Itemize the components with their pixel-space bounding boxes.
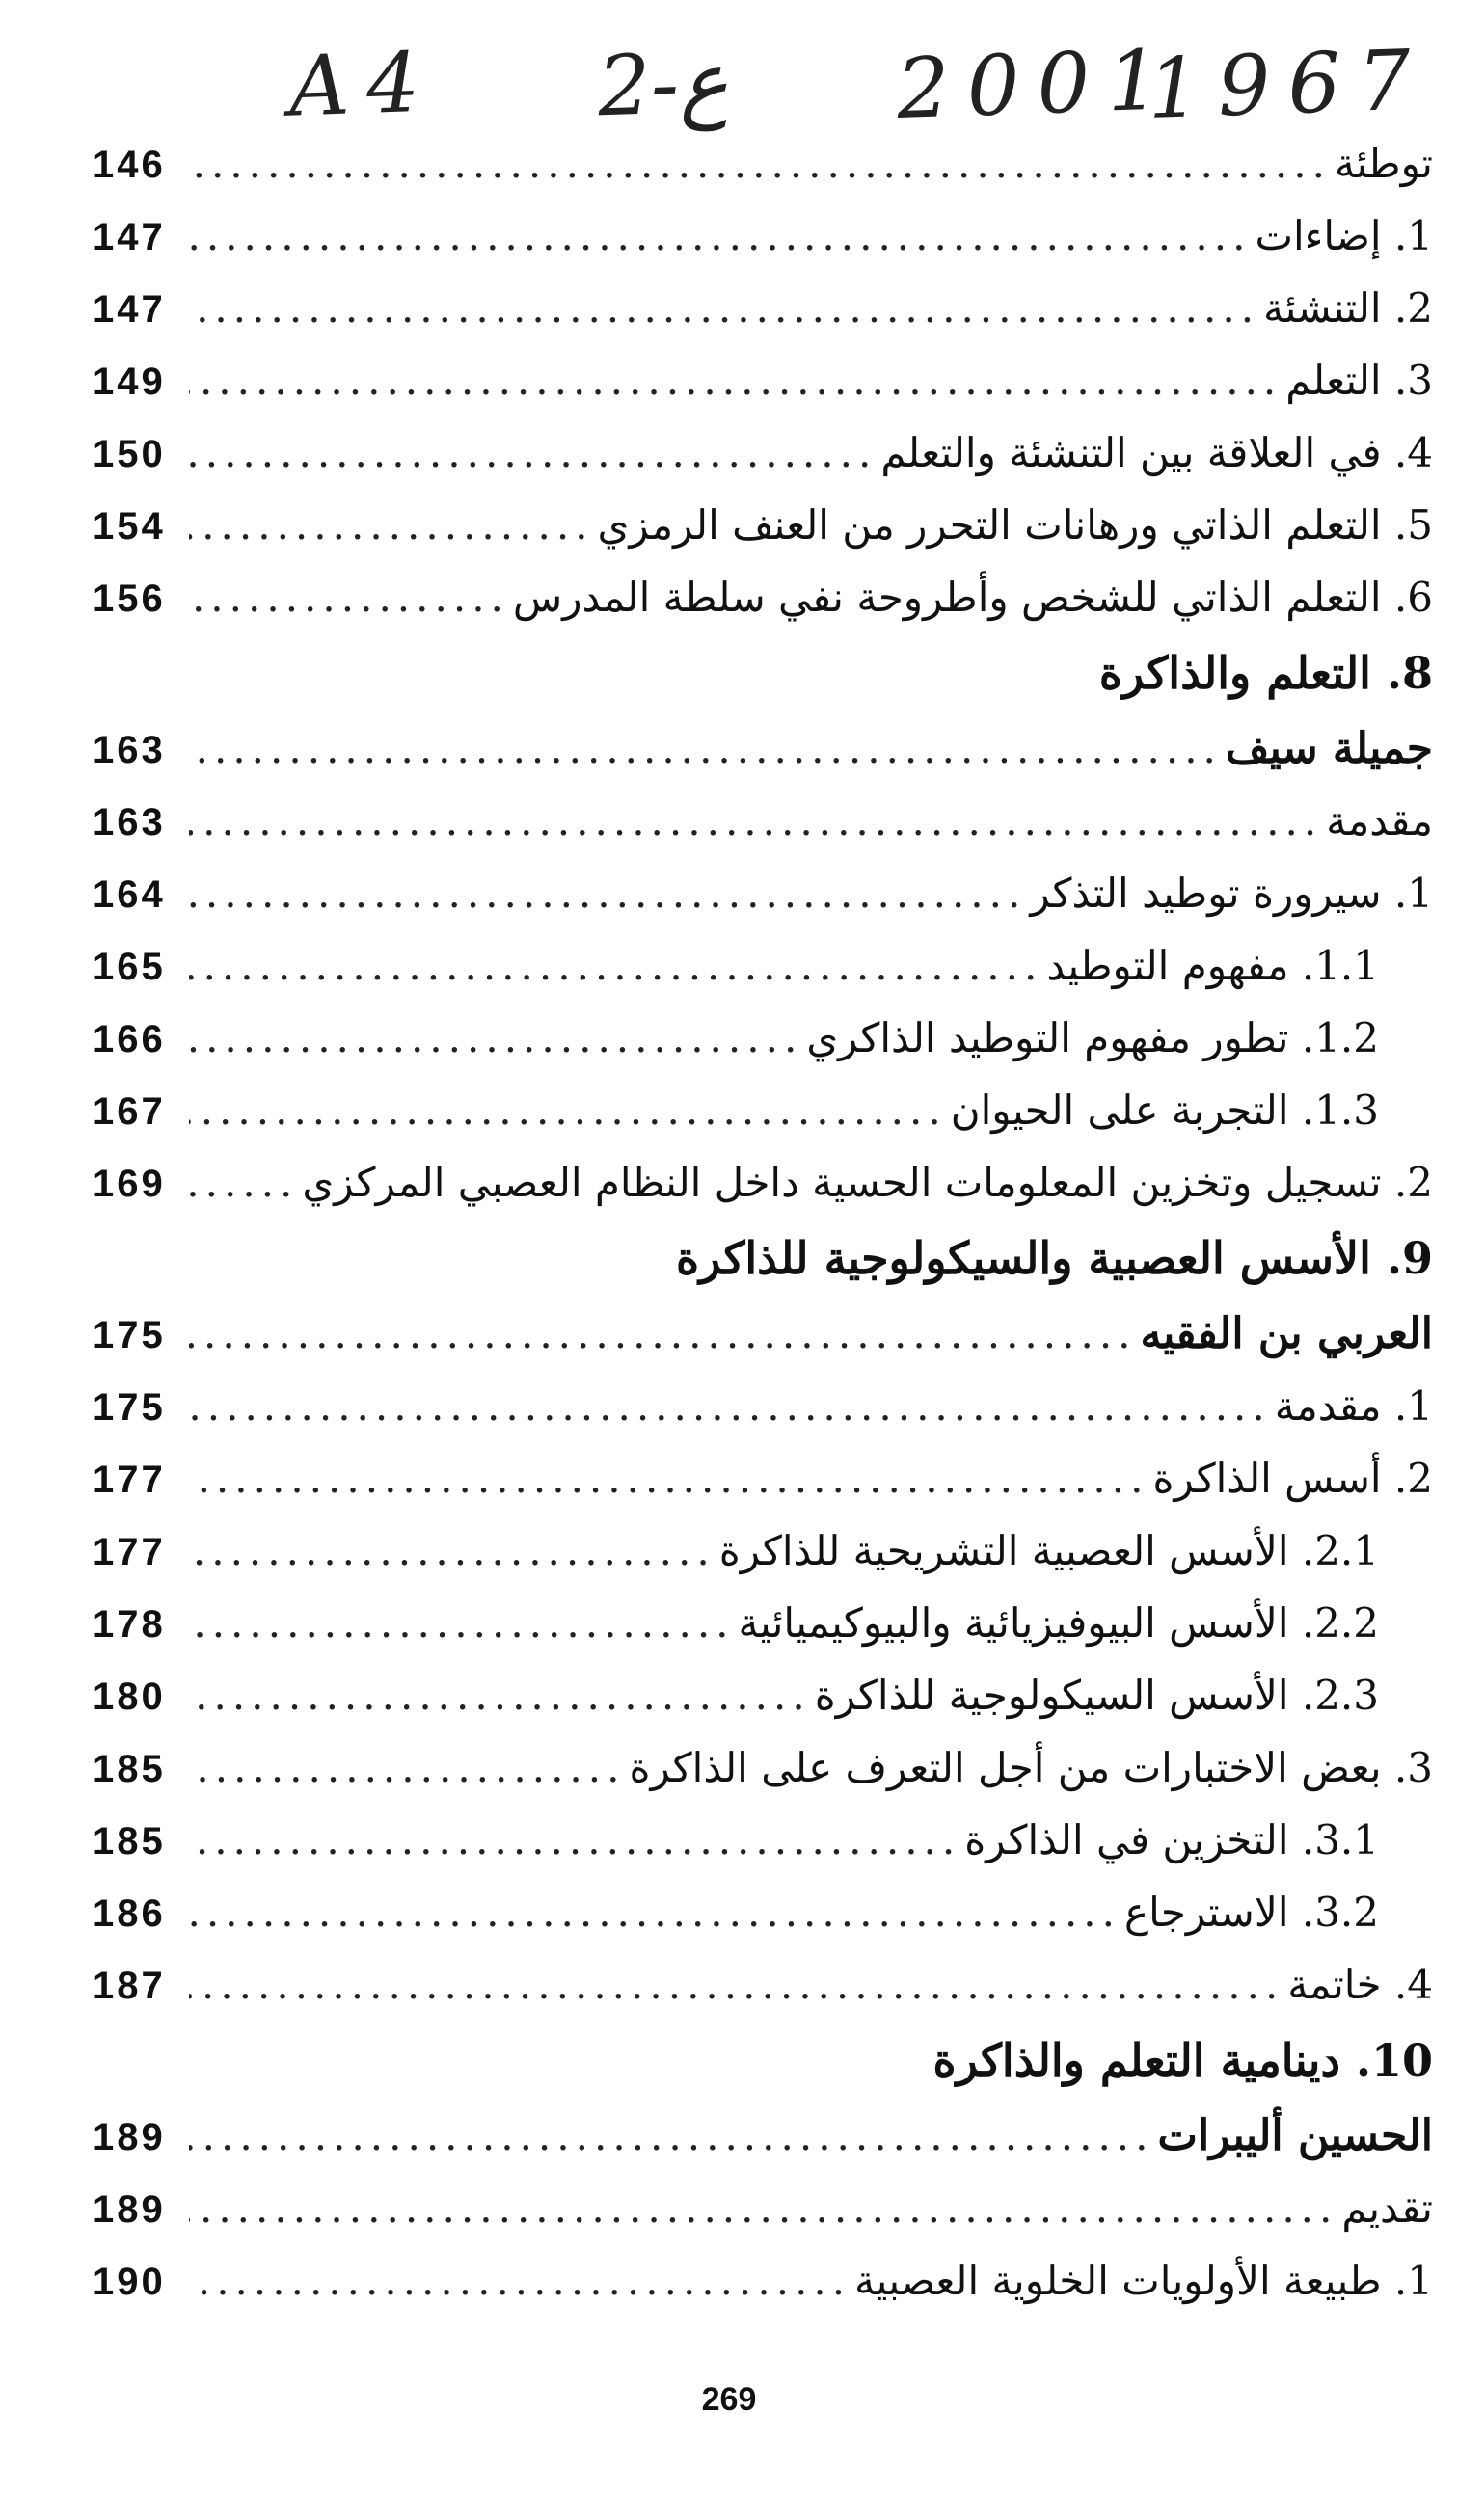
dot-leader <box>189 344 1282 416</box>
dot-leader <box>189 127 1331 200</box>
toc-row <box>93 1074 1433 1146</box>
page-ref: 185 <box>93 1748 166 1790</box>
toc-row <box>93 929 1433 1002</box>
page-ref: 189 <box>93 2116 166 2158</box>
page-ref: 149 <box>93 361 166 403</box>
dot-leader <box>189 1948 1283 2021</box>
dot-leader <box>189 1804 960 1876</box>
page-ref: 169 <box>93 1163 166 1205</box>
toc-row <box>93 2244 1433 2317</box>
entry-title: 2.2. الأسس البيوفيزيائية والبيوكيميائية <box>738 1599 1379 1647</box>
entry-title: توطئة <box>1334 140 1433 187</box>
page-ref: 177 <box>93 1459 166 1501</box>
page-ref: 167 <box>93 1090 166 1133</box>
dot-leader <box>189 2244 850 2317</box>
entry-title: 1. سيرورة توطيد التذكر <box>1030 870 1433 917</box>
entry-title: 3. التعلم <box>1285 357 1433 404</box>
page-ref: 156 <box>93 577 166 620</box>
toc-row <box>93 1370 1433 1442</box>
entry-title: 2. أسس الذاكرة <box>1152 1455 1433 1502</box>
page-ref: 154 <box>93 505 166 548</box>
entry-title: 3.2. الاسترجاع <box>1124 1889 1379 1936</box>
entry-title: 2. تسجيل وتخزين المعلومات الحسية داخل النظام العصبي المركزي <box>302 1159 1433 1206</box>
toc-row <box>93 857 1433 929</box>
entry-title: 1.1. مفهوم التوطيد <box>1046 942 1379 989</box>
handwritten-note-1: A4 <box>287 34 439 136</box>
entry-title: تقديم <box>1341 2185 1433 2232</box>
toc-row <box>93 1876 1433 1948</box>
page-ref: 147 <box>93 288 166 331</box>
author-row <box>93 2100 1433 2172</box>
toc-row <box>93 1002 1433 1074</box>
dot-leader <box>189 1515 716 1587</box>
entry-title: 3. بعض الاختبارات من أجل التعرف على الذاكرة <box>629 1744 1433 1791</box>
dot-leader <box>189 561 509 633</box>
dot-leader <box>189 272 1259 344</box>
handwritten-annotation <box>0 17 1458 143</box>
toc-row <box>93 489 1433 561</box>
dot-leader <box>189 416 877 489</box>
dot-leader <box>189 1074 947 1146</box>
dot-leader <box>189 489 594 561</box>
handwritten-note-2: 2-ع <box>596 34 730 136</box>
page-ref: 177 <box>93 1531 166 1573</box>
page-ref: 146 <box>93 144 166 186</box>
entry-title: 4. خاتمة <box>1287 1961 1433 2008</box>
author-name: العربي بن الفقيه <box>1140 1309 1433 1358</box>
toc-row <box>93 1515 1433 1587</box>
author-row <box>93 1298 1433 1370</box>
dot-leader <box>189 1442 1148 1515</box>
page-ref: 175 <box>93 1386 166 1429</box>
dot-leader <box>189 1370 1271 1442</box>
entry-title: 2.3. الأسس السيكولوجية للذاكرة <box>814 1672 1379 1719</box>
page-ref: 175 <box>93 1314 166 1356</box>
toc-row <box>93 1442 1433 1515</box>
page-ref: 147 <box>93 216 166 258</box>
toc-row <box>93 1731 1433 1804</box>
toc-row <box>93 344 1433 416</box>
page-number: 269 <box>701 2381 757 2418</box>
dot-leader <box>189 785 1322 857</box>
page-ref: 189 <box>93 2188 166 2231</box>
dot-leader <box>189 929 1042 1002</box>
dot-leader <box>189 1002 802 1074</box>
dot-leader <box>189 1587 735 1659</box>
toc-row <box>93 127 1433 200</box>
dot-leader <box>189 1298 1137 1370</box>
chapter-heading: 8. التعلم والذاكرة <box>1098 647 1433 699</box>
toc-row <box>93 561 1433 633</box>
toc-row <box>93 1804 1433 1876</box>
toc-row <box>93 1146 1433 1219</box>
entry-title: مقدمة <box>1326 797 1433 844</box>
page-ref: 186 <box>93 1892 166 1935</box>
dot-leader <box>189 2172 1337 2244</box>
toc-row <box>93 1587 1433 1659</box>
page-ref: 187 <box>93 1965 166 2007</box>
page-ref: 164 <box>93 873 166 916</box>
chapter-heading: 9. الأسس العصبية والسيكولوجية للذاكرة <box>676 1232 1433 1284</box>
toc-row <box>93 416 1433 489</box>
dot-leader <box>189 712 1222 785</box>
toc-row <box>93 272 1433 344</box>
page-ref: 163 <box>93 801 166 844</box>
page-ref: 180 <box>93 1676 166 1718</box>
page-ref: 190 <box>93 2261 166 2303</box>
entry-title: 6. التعلم الذاتي للشخص وأطروحة نفي سلطة المدرس <box>512 574 1433 621</box>
toc-row <box>93 1948 1433 2021</box>
dot-leader <box>189 1659 811 1731</box>
page-ref: 185 <box>93 1820 166 1863</box>
entry-title: 1.2. تطور مفهوم التوطيد الذاكري <box>806 1014 1379 1061</box>
toc-row <box>93 200 1433 272</box>
page-ref: 163 <box>93 729 166 771</box>
dot-leader <box>189 1731 625 1804</box>
page-ref: 178 <box>93 1603 166 1646</box>
entry-title: 2.1. الأسس العصبية التشريحية للذاكرة <box>718 1527 1379 1574</box>
toc-row <box>93 2172 1433 2244</box>
entry-title: 4. في العلاقة بين التنشئة والتعلم <box>880 429 1433 476</box>
author-name: الحسين أليبرات <box>1157 2111 1433 2160</box>
author-name: جميلة سيف <box>1225 724 1433 773</box>
entry-title: 1. مقدمة <box>1274 1382 1433 1430</box>
handwritten-note-4: 1967 <box>1146 31 1430 139</box>
entry-title: 2. التنشئة <box>1263 284 1433 332</box>
page-ref: 166 <box>93 1018 166 1060</box>
dot-leader <box>189 2100 1154 2172</box>
entry-title: 5. التعلم الذاتي ورهانات التحرر من العنف الرمزي <box>597 501 1433 549</box>
entry-title: 1. إضاءات <box>1255 212 1433 259</box>
toc-row <box>93 785 1433 857</box>
chapter-heading: 10. دينامية التعلم والذاكرة <box>932 2034 1433 2086</box>
dot-leader <box>189 1146 298 1219</box>
page-ref: 165 <box>93 946 166 988</box>
entry-title: 1.3. التجربة على الحيوان <box>950 1086 1379 1134</box>
toc-row <box>93 1659 1433 1731</box>
entry-title: 3.1. التخزين في الذاكرة <box>964 1816 1379 1863</box>
dot-leader <box>189 857 1026 929</box>
dot-leader <box>189 1876 1120 1948</box>
entry-title: 1. طبيعة الأولويات الخلوية العصبية <box>854 2257 1433 2304</box>
page-ref: 150 <box>93 433 166 475</box>
dot-leader <box>189 200 1251 272</box>
table-of-contents <box>93 127 1433 2317</box>
handwritten-note-3: 2001 <box>895 31 1179 139</box>
author-row <box>93 712 1433 785</box>
